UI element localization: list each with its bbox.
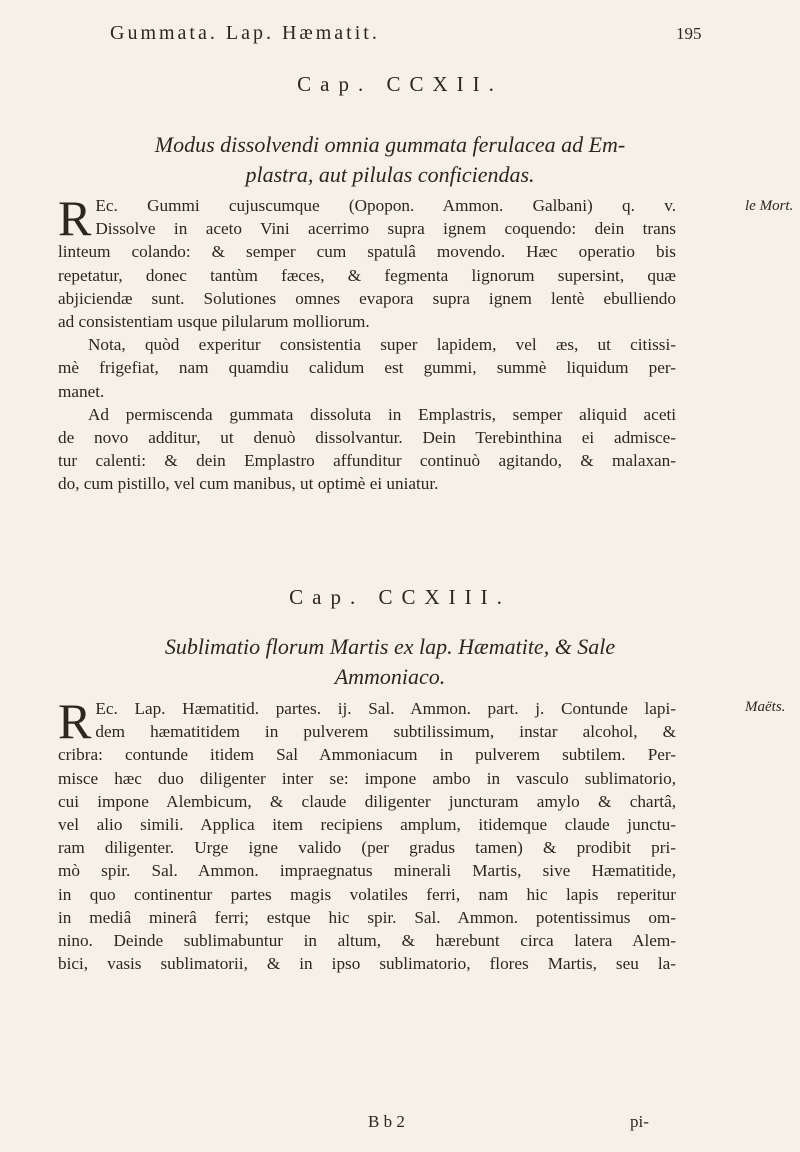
chapter-title-line: Modus dissolvendi omnia gummata ferulacea ad Em- [154,132,626,157]
text-line: Ec. Gummi cujuscumque (Opopon. Ammon. Galbani) q. v. [95,196,676,215]
running-header: Gummata. Lap. Hæmatit. [110,22,380,44]
margin-note-le-mort: le Mort. [745,198,794,214]
text-line: in mediâ minerâ ferri; estque hic spir. Sal. Ammon. potentissimus om- [58,907,676,927]
text-line: tur calenti: & dein Emplastro affunditur continuò agitando, & malaxan- [58,451,676,471]
text-line: ad consistentiam usque pilularum molliorum. [58,312,370,332]
margin-note-maets: Maëts. [745,699,786,715]
text-line: mò spir. Sal. Ammon. impraegnatus minerali Martis, sive Hæmatitide, [58,861,676,881]
chapter-heading-213: Cap. CCXIII. [289,585,511,609]
drop-cap: R [58,693,92,749]
text-line: in quo continentur partes magis volatiles ferri, nam hic lapis reperitur [58,884,676,904]
text-line: ram diligenter. Urge igne valido (per gradus tamen) & prodibit pri- [58,838,676,858]
chapter-body-212 [58,190,676,496]
text-line: Dissolve in aceto Vini acerrimo supra ignem coquendo: dein trans [95,219,676,239]
text-line: bici, vasis sublimatorii, & in ipso sublimatorio, flores Martis, seu la- [58,954,676,974]
text-line: Ad permiscenda gummata dissoluta in Emplastris, semper aliquid aceti [88,404,676,424]
text-line: nino. Deinde sublimabuntur in altum, & hærebunt circa latera Alem- [58,931,676,951]
text-line: repetatur, donec tantùm fæces, & fegmenta lignorum supersint, quæ [58,265,676,285]
text-line: dem hæmatitidem in pulverem subtilissimum, instar alcohol, & [95,722,676,742]
text-line: linteum colando: & semper cum spatulâ movendo. Hæc operatio bis [58,242,676,262]
chapter-title-213 [60,632,720,692]
text-line: vel alio simili. Applica item recipiens amplum, itidemque claude junctu- [58,815,676,835]
drop-cap: R [58,190,92,246]
chapter-title-line: Sublimatio florum Martis ex lap. Hæmatite, & Sale [164,634,616,659]
text-line: abjiciendæ sunt. Solutiones omnes evapora supra ignem lentè ebulliendo [58,288,676,308]
signature-mark: B b 2 [368,1112,405,1131]
text-line: Ec. Lap. Hæmatitid. partes. ij. Sal. Ammon. part. j. Contunde lapi- [95,699,676,718]
chapter-heading-212: Cap. CCXII. [297,72,503,96]
text-line: do, cum pistillo, vel cum manibus, ut optimè ei uniatur. [58,474,439,494]
text-line: manet. [58,381,105,401]
chapter-title-line: Ammoniaco. [334,664,446,689]
page-number: 195 [676,24,702,43]
text-line: mè frigefiat, nam quamdiu calidum est gummi, summè liquidum per- [58,358,676,378]
text-line: de novo additur, ut denuò dissolvantur. Dein Terebinthina ei admisce- [58,428,676,448]
text-line: cribra: contunde itidem Sal Ammoniacum in pulverem subtilem. Per- [58,745,676,765]
chapter-title-212 [60,130,720,190]
text-line: Nota, quòd experitur consistentia super lapidem, vel æs, ut citissi- [88,335,676,355]
text-line: misce hæc duo diligenter inter se: impone ambo in vasculo sublimatorio, [58,768,676,788]
text-line: cui impone Alembicum, & claude diligenter juncturam amylo & chartâ, [58,791,676,811]
catchword: pi- [630,1112,649,1131]
chapter-title-line: plastra, aut pilulas conficiendas. [245,162,535,187]
chapter-body-213 [58,693,676,975]
